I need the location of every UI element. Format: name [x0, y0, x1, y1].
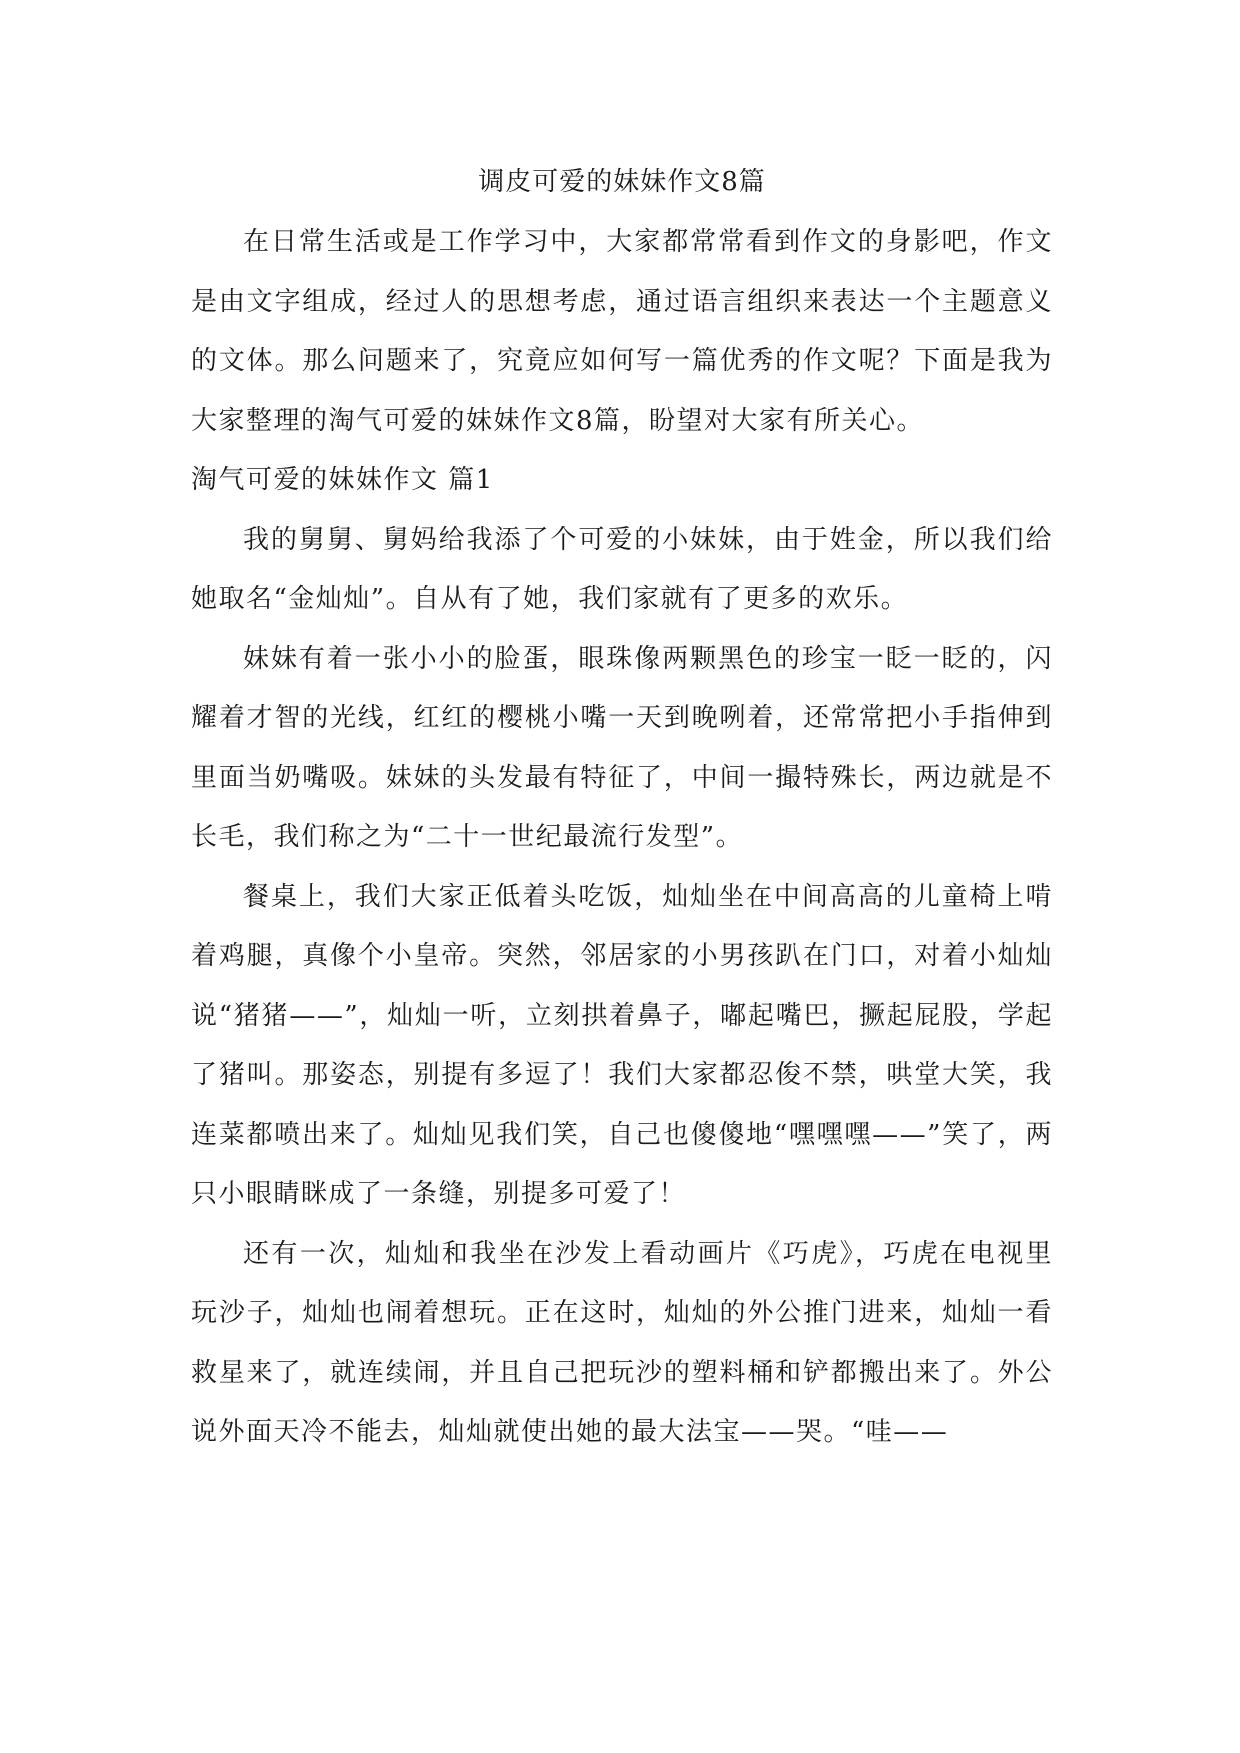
- body-paragraph: 妹妹有着一张小小的脸蛋，眼珠像两颗黑色的珍宝一眨一眨的，闪耀着才智的光线，红红的樱桃小嘴一天到晚咧着，还常常把小手指伸到里面当奶嘴吸。妹妹的头发最有特征了，中间一撮特殊长，两边就是不长毛，我们称之为“二十一世纪最流行发型”。: [191, 643, 1053, 852]
- section-heading: 淘气可爱的妹妹作文 篇1: [191, 465, 494, 495]
- body-paragraph: 餐桌上，我们大家正低着头吃饭，灿灿坐在中间高高的儿童椅上啃着鸡腿，真像个小皇帝。突然，邻居家的小男孩趴在门口，对着小灿灿说“猪猪——”，灿灿一听，立刻拱着鼻子，嘟起嘴巴，撅起屁股，学起了猪叫。那姿态，别提有多逗了！我们大家都忍俊不禁，哄堂大笑，我连菜都喷出来了。灿灿见我们笑，自己也傻傻地“嘿嘿嘿——”笑了，两只小眼睛眯成了一条缝，别提多可爱了！: [191, 881, 1053, 1209]
- document-title: 调皮可爱的妹妹作文8篇: [478, 167, 766, 197]
- body-paragraph: 我的舅舅、舅妈给我添了个可爱的小妹妹，由于姓金，所以我们给她取名“金灿灿”。自从有了她，我们家就有了更多的欢乐。: [191, 524, 1053, 614]
- intro-paragraph: 在日常生活或是工作学习中，大家都常常看到作文的身影吧，作文是由文字组成，经过人的思想考虑，通过语言组织来表达一个主题意义的文体。那么问题来了，究竟应如何写一篇优秀的作文呢？下面是我为大家整理的淘气可爱的妹妹作文8篇，盼望对大家有所关心。: [191, 227, 1053, 436]
- document-body: [191, 160, 1053, 1463]
- body-paragraph: 还有一次，灿灿和我坐在沙发上看动画片《巧虎》，巧虎在电视里玩沙子，灿灿也闹着想玩。正在这时，灿灿的外公推门进来，灿灿一看救星来了，就连续闹，并且自己把玩沙的塑料桶和铲都搬出来了。外公说外面天冷不能去，灿灿就使出她的最大法宝——哭。“哇——: [191, 1238, 1053, 1447]
